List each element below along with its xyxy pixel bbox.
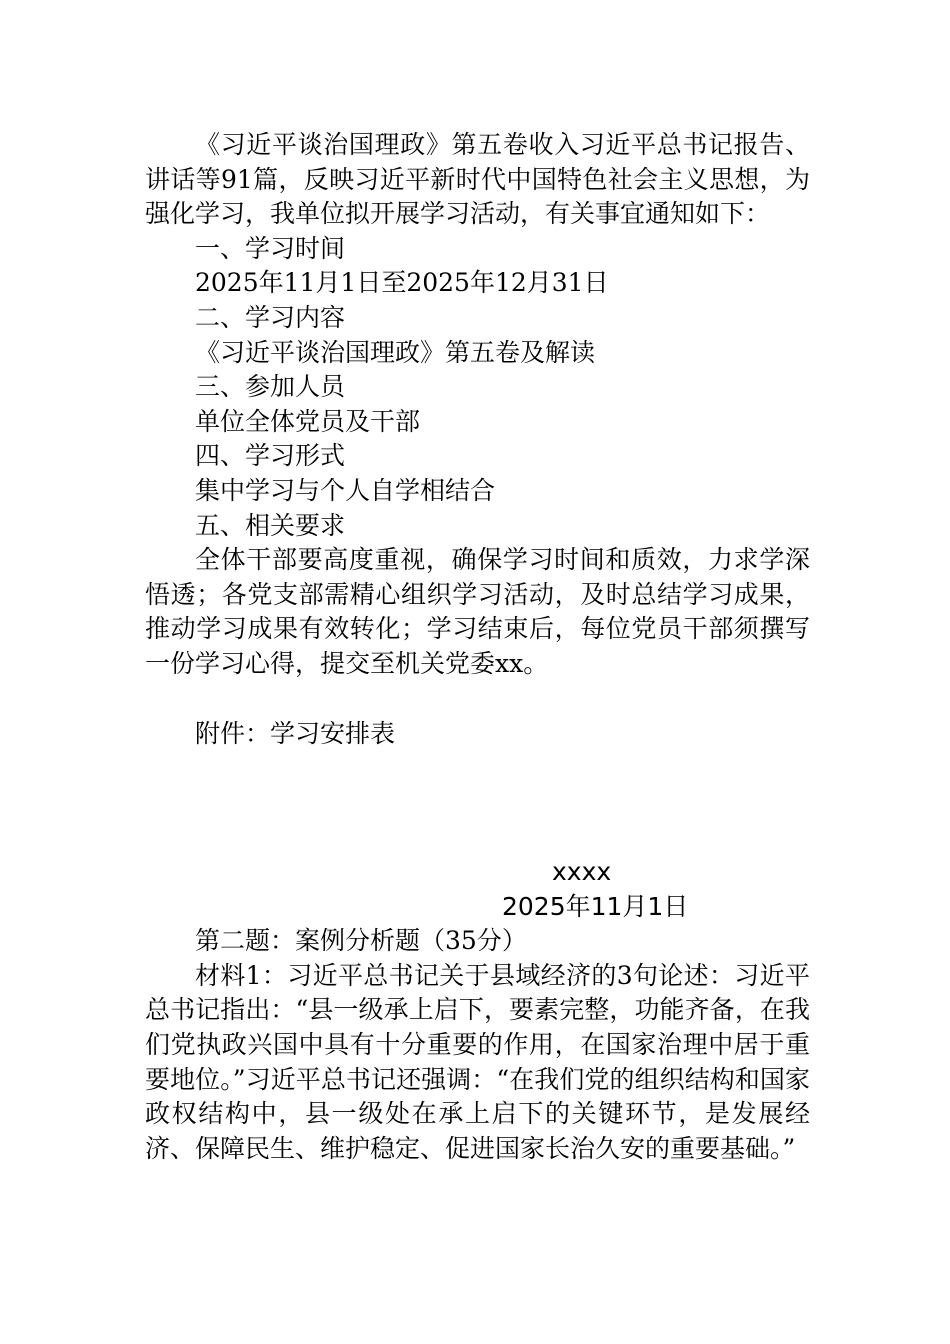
section-2-title: 二、学习内容 [195, 302, 346, 332]
section-1-title: 一、学习时间 [195, 233, 346, 263]
section-2-body: 《习近平谈治国理政》第五卷及解读 [195, 337, 596, 367]
spacer [145, 682, 810, 717]
section-1-body: 2025年11月1日至2025年12月31日 [195, 268, 609, 298]
section-5-body: 全体干部要高度重视，确保学习时间和质效，力求学深悟透；各党支部需精心组织学习活动，及时总结学习成果，推动学习成果有效转化；学习结束后，每位党员干部须撰写一份学习心得，提交至机关党委xx。 [145, 545, 810, 678]
signature-org: xxxx [552, 857, 612, 887]
section-3-body: 单位全体党员及干部 [195, 406, 421, 436]
signature-date: 2025年11月1日 [502, 891, 689, 921]
spacer [145, 751, 810, 855]
notice-intro: 《习近平谈治国理政》第五卷收入习近平总书记报告、讲话等91篇，反映习近平新时代中国特色社会主义思想，为强化学习，我单位拟开展学习活动，有关事宜通知如下： [145, 130, 810, 229]
section-4-title: 四、学习形式 [195, 441, 346, 471]
attachment-line: 附件：学习安排表 [195, 718, 396, 748]
question-2-title: 第二题：案例分析题（35分） [195, 926, 527, 956]
question-2-material-1: 材料1：习近平总书记关于县域经济的3句论述：习近平总书记指出：“县一级承上启下，要素完整，功能齐备，在我们党执政兴国中具有十分重要的作用，在国家治理中居于重要地位。”习近平总书记还强调：“在我们党的组织结构和国家政权结构中，县一级处在承上启下的关键环节，是发展经济、保障民生、维护稳定、促进国家长治久安的重要基础。” [145, 960, 810, 1163]
section-3-title: 三、参加人员 [195, 372, 346, 402]
document-page [145, 128, 810, 1166]
section-4-body: 集中学习与个人自学相结合 [195, 475, 496, 505]
section-5-title: 五、相关要求 [195, 510, 346, 540]
